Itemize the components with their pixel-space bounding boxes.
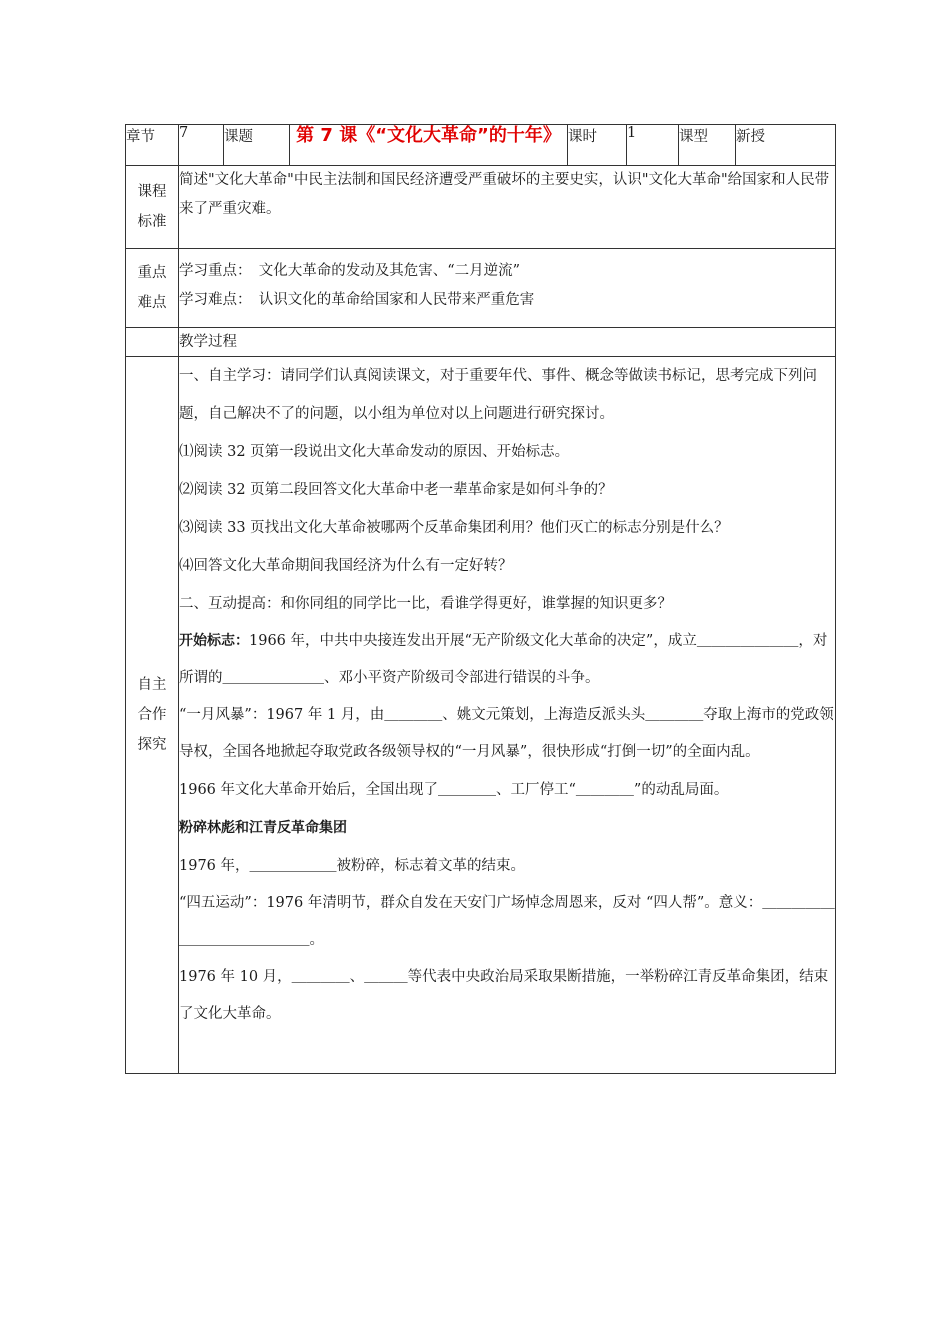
chapter-label: 章节 xyxy=(126,125,179,166)
process-empty-cell xyxy=(126,328,179,357)
chapter-value: 7 xyxy=(179,125,224,166)
standard-label-line2: 标准 xyxy=(137,214,167,230)
smash-section-title: 粉碎林彪和江青反革命集团 xyxy=(179,820,347,836)
question-4: ⑷回答文化大革命期间我国经济为什么有一定好转？ xyxy=(179,558,513,574)
standard-text: 简述"文化大革命"中民主法制和国民经济遭受严重破坏的主要史实，认识"文化大革命"给国家和人民带来了严重灾难。 xyxy=(179,166,836,249)
focus-label-line2: 难点 xyxy=(137,295,167,311)
inquiry-label-line2: 合作 xyxy=(137,707,167,723)
focus-label xyxy=(126,249,179,328)
start-label: 开始标志： xyxy=(179,633,249,649)
difficulty-point: 学习难点： 认识文化的革命给国家和人民带来严重危害 xyxy=(179,292,535,308)
process-title: 教学过程 xyxy=(179,328,836,357)
inquiry-label xyxy=(126,357,179,1074)
lesson-plan-table xyxy=(125,124,836,1074)
type-label: 课型 xyxy=(679,125,736,166)
question-3: ⑶阅读 33 页找出文化大革命被哪两个反革命集团利用？他们灭亡的标志分别是什么？ xyxy=(179,520,729,536)
paragraph-1976: 1976 年，＿＿＿＿＿＿被粉碎，标志着文革的结束。 xyxy=(179,858,526,874)
lesson-title: 第 7 课《“文化大革命”的十年》 xyxy=(290,125,568,166)
inquiry-content xyxy=(179,357,836,1074)
focus-label-line1: 重点 xyxy=(137,265,167,281)
header-row xyxy=(126,125,836,166)
topic-label: 课题 xyxy=(224,125,290,166)
april-fifth-paragraph: “四五运动”：1976 年清明节，群众自发在天安门广场悼念周恩来，反对 “四人帮”。意义：＿＿＿＿＿＿＿＿＿＿＿＿＿＿。 xyxy=(179,895,835,948)
inquiry-row xyxy=(126,357,836,1074)
focus-cell xyxy=(179,249,836,328)
key-point: 学习重点： 文化大革命的发动及其危害、“二月逆流” xyxy=(179,263,521,279)
standard-row xyxy=(126,166,836,249)
paragraph-1966: 1966 年文化大革命开始后，全国出现了＿＿＿＿、工厂停工“＿＿＿＿”的动乱局面。 xyxy=(179,782,729,798)
type-value: 新授 xyxy=(736,125,836,166)
standard-label-line1: 课程 xyxy=(137,184,167,200)
question-1: ⑴阅读 32 页第一段说出文化大革命发动的原因、开始标志。 xyxy=(179,444,570,460)
process-row xyxy=(126,328,836,357)
self-study-intro: 一、自主学习：请同学们认真阅读课文，对于重要年代、事件、概念等做读书标记，思考完成下列问题，自己解决不了的问题，以小组为单位对以上问题进行研究探讨。 xyxy=(179,368,817,422)
october-1976-paragraph: 1976 年 10 月，＿＿＿＿、＿＿＿等代表中央政治局采取果断措施，一举粉碎江青反革命集团，结束了文化大革命。 xyxy=(179,969,829,1022)
period-value: 1 xyxy=(627,125,679,166)
question-2: ⑵阅读 32 页第二段回答文化大革命中老一辈革命家是如何斗争的？ xyxy=(179,482,613,498)
interaction-intro: 二、互动提高：和你同组的同学比一比，看谁学得更好，谁掌握的知识更多？ xyxy=(179,596,672,612)
period-label: 课时 xyxy=(568,125,627,166)
standard-label xyxy=(126,166,179,249)
focus-row xyxy=(126,249,836,328)
january-storm-paragraph: “一月风暴”：1967 年 1 月，由＿＿＿＿、姚文元策划，上海造反派头头＿＿＿＿夺取上海市的党政领导权，全国各地掀起夺取党政各级领导权的“一月风暴”，很快形成“打倒一切”的全面内乱。 xyxy=(179,707,834,760)
inquiry-label-line1: 自主 xyxy=(137,677,167,693)
inquiry-label-line3: 探究 xyxy=(137,737,167,753)
start-paragraph xyxy=(179,623,835,697)
start-text: 1966 年，中共中央接连发出开展“无产阶级文化大革命的决定”，成立＿＿＿＿＿＿＿，对所谓的＿＿＿＿＿＿＿、邓小平资产阶级司令部进行错误的斗争。 xyxy=(179,633,828,686)
